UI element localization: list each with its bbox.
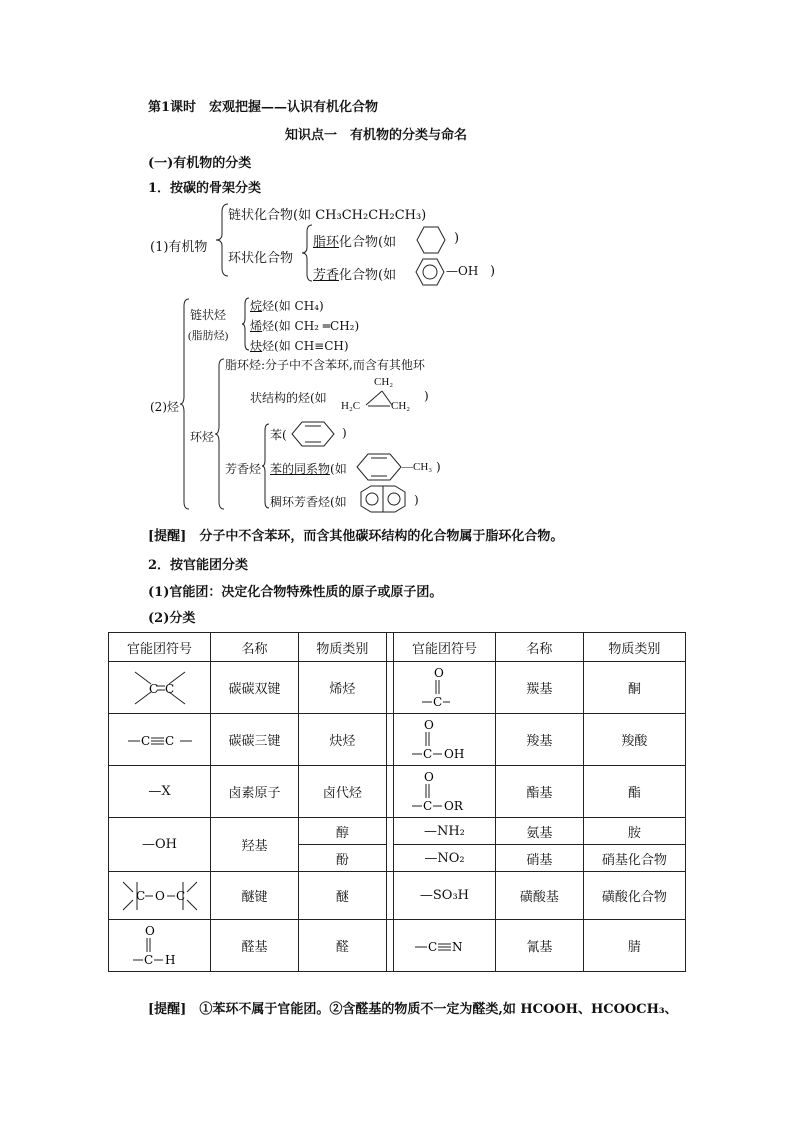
cell: —OH — [109, 818, 211, 872]
subsection-skeleton: 1．按碳的骨架分类 — [148, 181, 262, 196]
alkyne-symbol — [109, 714, 211, 766]
definition: (1)官能团：决定化合物特殊性质的原子或原子团。 — [148, 585, 443, 600]
svg-text:C: C — [148, 681, 158, 696]
cell: 醛 — [298, 920, 386, 972]
cell: 炔烃 — [298, 714, 386, 766]
benzene-ring-icon — [290, 420, 336, 448]
table-row — [109, 920, 686, 972]
cell: 烯烃 — [298, 662, 386, 714]
cyclopropane-top: CH₂ — [374, 376, 394, 388]
svg-text:C: C — [143, 952, 153, 967]
aromatic-close: ) — [490, 264, 496, 279]
cell: 磺酸基 — [495, 872, 583, 920]
svg-text:C: C — [423, 798, 433, 813]
ether-bond-icon — [115, 876, 205, 916]
cyclopropane-icon — [360, 389, 396, 409]
svg-text:C: C — [164, 681, 174, 696]
ester-symbol — [393, 766, 495, 818]
svg-text:O: O — [434, 665, 445, 680]
alicyclic-compound: 脂环化合物(如 — [313, 235, 397, 250]
svg-text:H: H — [164, 952, 175, 967]
alkene: 烯烃(如 CH₂ ═CH₂) — [250, 319, 360, 333]
alkane: 烷烃(如 CH₄) — [250, 299, 324, 313]
tree1-root: (1)有机物 — [150, 240, 208, 255]
triple-bond-icon — [124, 730, 196, 750]
cyclopropane-left: H₂C — [341, 400, 361, 412]
cyclohexane-icon — [414, 224, 448, 256]
subsection-functional: 2．按官能团分类 — [148, 558, 249, 573]
cell: 卤素原子 — [211, 766, 299, 818]
svg-text:O: O — [154, 888, 165, 903]
carboxyl-icon — [404, 718, 484, 762]
cell: 醇 — [298, 818, 386, 845]
knowledge-point-title: 知识点一 有机物的分类与命名 — [285, 128, 468, 143]
table-row — [109, 872, 686, 920]
table-row — [109, 662, 686, 714]
functional-group-table — [108, 632, 686, 972]
carboxyl-symbol — [393, 714, 495, 766]
cell: 卤代烃 — [298, 766, 386, 818]
cell: 氰基 — [495, 920, 583, 972]
svg-text:O: O — [144, 923, 155, 938]
benzene-close: ) — [342, 426, 347, 440]
cell: —X — [109, 766, 211, 818]
cell: 磺酸化合物 — [583, 872, 685, 920]
svg-text:N: N — [452, 939, 463, 954]
ring-compound: 环状化合物 — [228, 251, 294, 266]
ester-icon — [404, 770, 484, 814]
toluene-ch3: —CH₃ — [402, 461, 433, 473]
chain-hydrocarbon: 链状烃 — [190, 308, 227, 322]
fused-aromatic: 稠环芳香烃(如 — [270, 495, 347, 509]
cyclopropane-right: CH₂ — [391, 400, 411, 412]
alicyclic-line1: 脂环烃:分子中不含苯环,而含有其他环 — [225, 358, 425, 372]
header-cell: 物质类别 — [298, 633, 386, 662]
cell: 醚键 — [211, 872, 299, 920]
cell: 氨基 — [495, 818, 583, 845]
cyclic-hydrocarbon: 环烃 — [190, 430, 215, 444]
ring-brace — [213, 356, 227, 512]
svg-text:C: C — [135, 888, 145, 903]
table-header — [109, 633, 686, 662]
ether-symbol — [109, 872, 211, 920]
double-bond-icon — [125, 668, 195, 708]
phenol-oh: —OH — [446, 264, 479, 278]
cell: 羧基 — [495, 714, 583, 766]
cell: 胺 — [583, 818, 685, 845]
svg-text:C: C — [140, 733, 150, 748]
svg-text:O: O — [424, 769, 435, 784]
cell: 碳碳双键 — [211, 662, 299, 714]
cyano-symbol — [393, 920, 495, 972]
table-row — [109, 714, 686, 766]
cell: 腈 — [583, 920, 685, 972]
header-cell: 名称 — [211, 633, 299, 662]
svg-text:C: C — [175, 888, 185, 903]
chain-compound: 链状化合物(如 CH₃CH₂CH₂CH₃) — [228, 208, 427, 223]
header-cell: 官能团符号 — [393, 633, 495, 662]
alicyclic-line2: 状结构的烃(如 — [250, 391, 327, 405]
phenol-ring-icon — [412, 256, 448, 288]
cell: 酮 — [583, 662, 685, 714]
tree2-root: (2)烃 — [150, 400, 179, 414]
carbonyl-icon — [414, 666, 474, 710]
toluene-ring-icon — [356, 452, 404, 482]
tip1: [提醒] 分子中不含苯环，而含其他碳环结构的化合物属于脂环化合物。 — [148, 529, 564, 544]
cell: 硝基化合物 — [583, 845, 685, 872]
naphthalene-icon — [358, 484, 410, 514]
lesson-title: 第1课时 宏观把握——认识有机化合物 — [148, 100, 379, 115]
header-cell: 名称 — [495, 633, 583, 662]
cell: —SO₃H — [393, 872, 495, 920]
aliphatic-note: (脂肪烃) — [188, 330, 229, 342]
table-row — [109, 766, 686, 818]
header-cell: 物质类别 — [583, 633, 685, 662]
aldehyde-icon — [125, 924, 195, 968]
aromatic-hydrocarbon: 芳香烃 — [225, 462, 262, 476]
svg-text:C: C — [433, 694, 443, 709]
table-row — [109, 818, 686, 845]
svg-text:O: O — [424, 717, 435, 732]
cell: 酯 — [583, 766, 685, 818]
aromatic-compound: 芳香化合物(如 — [313, 268, 397, 283]
alicyclic-close: ) — [424, 389, 429, 403]
cell: —NO₂ — [393, 845, 495, 872]
cell: 酚 — [298, 845, 386, 872]
cell: 碳碳三键 — [211, 714, 299, 766]
header-cell: 官能团符号 — [109, 633, 211, 662]
cell: 醚 — [298, 872, 386, 920]
tip2: [提醒] ①苯环不属于官能团。②含醛基的物质不一定为醛类,如 HCOOH、HCOOCH₃、 — [148, 1002, 678, 1017]
aldehyde-symbol — [109, 920, 211, 972]
cyano-icon — [409, 936, 479, 956]
alkene-symbol — [109, 662, 211, 714]
svg-text:C: C — [423, 746, 433, 761]
svg-text:OR: OR — [444, 798, 464, 813]
section-heading: (一)有机物的分类 — [148, 156, 252, 171]
svg-text:C: C — [428, 939, 438, 954]
alkyne: 炔烃(如 CH≡CH) — [250, 339, 349, 353]
cell: 醛基 — [211, 920, 299, 972]
cell: 羰基 — [495, 662, 583, 714]
benzene-homolog: 苯的同系物(如 — [270, 462, 347, 476]
fused-close: ) — [414, 493, 419, 507]
homolog-close: ) — [436, 460, 441, 474]
svg-text:OH: OH — [444, 746, 465, 761]
classification-label: (2)分类 — [148, 611, 196, 626]
cell: —NH₂ — [393, 818, 495, 845]
alicyclic-close: ) — [454, 231, 460, 246]
benzene: 苯( — [270, 428, 287, 442]
cell: 羟基 — [211, 818, 299, 872]
cell: 酯基 — [495, 766, 583, 818]
cell: 羧酸 — [583, 714, 685, 766]
svg-text:C: C — [164, 733, 174, 748]
cell: 硝基 — [495, 845, 583, 872]
carbonyl-symbol — [393, 662, 495, 714]
